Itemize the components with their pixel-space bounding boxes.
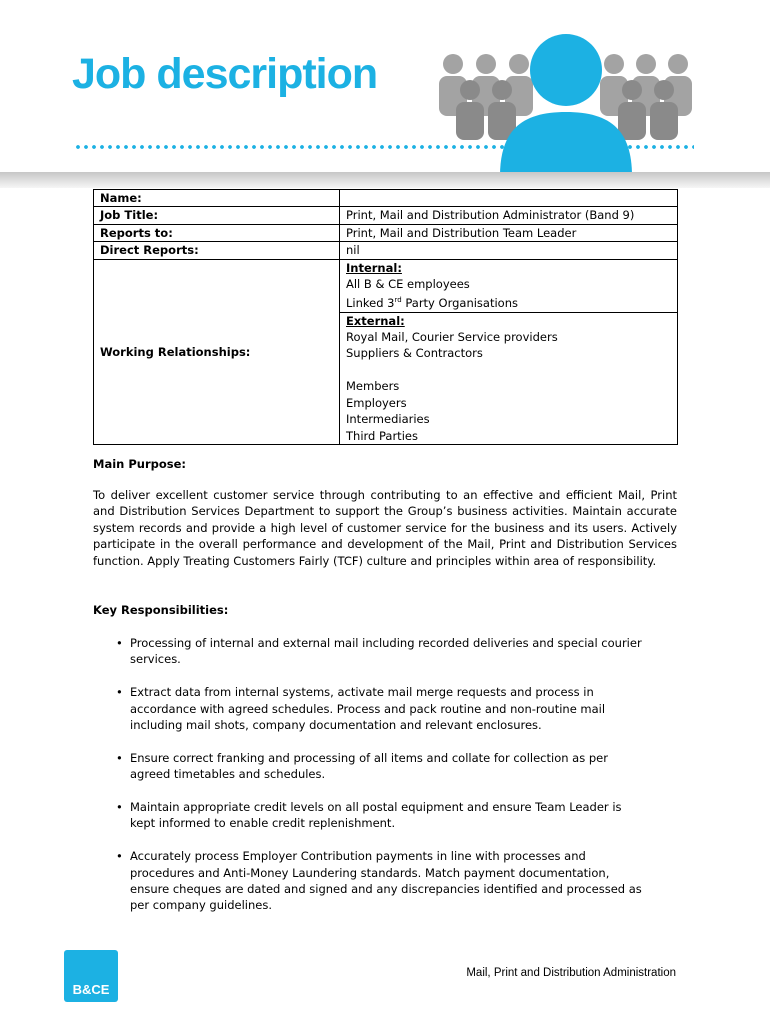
bce-logo [64,950,118,1002]
main-purpose-text: To deliver excellent customer service through contributing to an effective and efficient Mail, Print and Distribution Services Department to support the Group’s business activities. Maintain accurate system records and provide a high level of customer service for the business and its users. Actively participate in the overall performance and development of the Mail, Print and Distribution Services function. Apply Treating Customers Fairly (TCF) culture and principles within area of responsibility. [93,488,677,568]
external-item: Intermediaries [346,412,430,427]
spacer [346,362,671,378]
dotted-divider [74,145,694,149]
job-title-value: Print, Mail and Distribution Administrator (Band 9) [340,207,678,224]
name-label: Name: [94,190,340,207]
external-heading: External: [346,313,405,328]
table-row [94,242,678,259]
table-row [94,224,678,241]
table-row [94,259,678,312]
main-purpose-heading: Main Purpose: [93,457,186,471]
direct-reports-value: nil [340,242,678,259]
header-shadow-band [0,172,770,188]
internal-line: All B & CE employees [346,277,470,292]
logo-text: B&CE [72,982,110,997]
external-item: Royal Mail, Courier Service providers [346,330,558,345]
internal-relationships-cell [340,259,678,312]
responsibilities-list [110,635,650,930]
table-row [94,207,678,224]
list-item: • Processing of internal and external mail including recorded deliveries and special courier services. [110,635,650,668]
external-item: Third Parties [346,428,418,443]
footer-document-title: Mail, Print and Distribution Administration [466,967,676,979]
external-relationships-cell [340,312,678,444]
table-row [94,190,678,207]
external-item: Suppliers & Contractors [346,346,483,361]
people-group-icon [428,28,698,176]
reports-to-label: Reports to: [94,224,340,241]
internal-heading: Internal: [346,260,402,275]
job-info-table [93,189,678,445]
job-title-label: Job Title: [94,207,340,224]
key-responsibilities-heading: Key Responsibilities: [93,603,229,617]
external-item: Members [346,379,400,394]
working-relationships-label: Working Relationships: [94,259,340,444]
list-item: • Maintain appropriate credit levels on all postal equipment and ensure Team Leader is kept informed to enable credit replenishment. [110,799,650,832]
internal-line-suffix: Party Organisations [401,296,518,311]
direct-reports-label: Direct Reports: [94,242,340,259]
list-item: • Accurately process Employer Contribution payments in line with processes and procedures and Anti-Money Laundering standards. Match payment documentation, ensure cheques are dated and signed and any discrepancies identified and processed as per company guidelines. [110,848,650,914]
reports-to-value: Print, Mail and Distribution Team Leader [340,224,678,241]
list-item: • Extract data from internal systems, activate mail merge requests and process in accordance with agreed schedules. Process and pack routine and non-routine mail including mail shots, company documentation and relevant enclosures. [110,684,650,733]
page-title: Job description [72,50,378,98]
list-item: • Ensure correct franking and processing of all items and collate for collection as per agreed timetables and schedules. [110,750,650,783]
name-value [340,190,678,207]
internal-line-prefix: Linked 3 [346,296,395,311]
ordinal-suffix: rd [394,296,402,305]
external-item: Employers [346,395,407,410]
internal-line [346,292,671,311]
